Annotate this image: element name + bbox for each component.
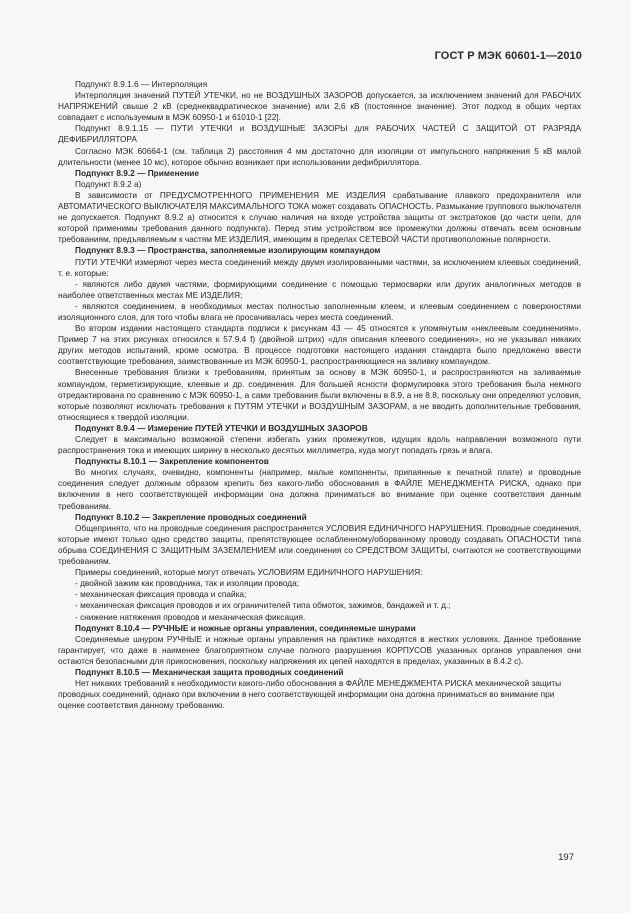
list-item: - являются соединением, в необходимых местах полностью заполненным клеем, и клеевым соединением с поверхностями изоляционного слоя, для того чтобы влага не просачивалась через места соединений. [58, 300, 581, 322]
paragraph: Подпункт 8.9.2 а) [75, 178, 142, 189]
paragraph: Соединяемые шнуром РУЧНЫЕ и ножные органы управления на практике находятся в жестких условиях. Данное требование гарантирует, что даже в наименее благоприятном случае полного разрушения КОРПУСОВ указанных органов управления они остаются безопасными для прикосновения, поскольку напряжения их цепей находятся в пределах, указанных в 8.4.2 с). [58, 633, 581, 666]
paragraph: Согласно МЭК 60664-1 (см. таблица 2) расстояния 4 мм достаточно для изоляции от импульсного напряжения 5 кВ малой длительности (менее 10 мс), которое обычно возникает при использовании дефибриллятора. [58, 145, 581, 167]
paragraph: Интерполяция значений ПУТЕЙ УТЕЧКИ, но не ВОЗДУШНЫХ ЗАЗОРОВ допускается, за исключением значений для РАБОЧИХ НАПРЯЖЕНИЙ свыше 2 кВ (среднеквадратическое значение) или 2,6 кВ (постоянное значение). Этот подход в общих чертах совпадает с используемым в МЭК 60950-1 и 61010-1 [22]. [58, 90, 581, 123]
list-item: - являются либо двумя частями, формирующими соединение с помощью термосварки или других аналогичных методов в наиболее ответственных местах МЕ ИЗДЕЛИЯ; [58, 278, 581, 300]
standard-header: ГОСТ Р МЭК 60601-1—2010 [434, 50, 582, 62]
paragraph: Общепринято, что на проводные соединения распространяется УСЛОВИЯ ЕДИНИЧНОГО НАРУШЕНИЯ. Проводные соединения, которые имеют только одно средство защиты, препятствующее ослабленному/оборванному проводу создавать ОПАСНОСТИ типа обрыва СОЕДИНЕНИЯ С ЗАЩИТНЫМ ЗАЗЕМЛЕНИЕМ или соединения со СРЕДСТВОМ ЗАЩИТЫ, считаются не соответствующими требованиям. [58, 522, 581, 567]
list-item: - снижение натяжения проводов и механическая фиксация. [75, 611, 306, 622]
section-heading: Подпункт 8.10.4 — РУЧНЫЕ и ножные органы управления, соединяемые шнурами [75, 622, 416, 633]
section-heading: Подпункт 8.10.5 — Механическая защита проводных соединений [75, 666, 344, 677]
paragraph: Во многих случаях, очевидно, компоненты (например, малые компоненты, припаянные к печатной плате) и проводные соединения следует должным образом крепить без какого-либо обоснования в ФАЙЛЕ МЕНЕДЖМЕНТА РИСКА, однако при включении в него соответствующей информации она должна приниматься во внимание при оценке соответствия данным требованиям. [58, 467, 581, 511]
list-item: - механическая фиксация проводов и их ограничителей типа обмоток, зажимов, бандажей и т. д.; [75, 600, 451, 611]
section-heading: Подпункт 8.10.2 — Закрепление проводных соединений [75, 511, 307, 522]
paragraph: Нет никаких требований к необходимости какого-либо обоснования в ФАЙЛЕ МЕНЕДЖМЕНТА РИСКА механической защиты проводных соединений, однако при включении в него соответствующей информации она должна приниматься во внимание при оценке соответствия данному требованию. [58, 678, 562, 711]
paragraph: Примеры соединений, которые могут отвечать УСЛОВИЯМ ЕДИНИЧНОГО НАРУШЕНИЯ: [75, 567, 423, 578]
paragraph: Во втором издании настоящего стандарта подписи к рисункам 43 — 45 относятся к упомянутым «неклеевым соединениям». Пример 7 на этих рисунках относился к 57.9.4 f) (двойной штрих) «для описания клеевого соединения», но не указывал никаких других методов испытаний, кроме осмотра. В процессе подготовки настоящего издания стандарта было предложено ввести соответствующие требования, заимствованные из МЭК 60950-1, распространяющиеся на заливку компаундом. [58, 323, 581, 367]
paragraph: ПУТИ УТЕЧКИ измеряют через места соединений между двумя изолированными частями, за исключением клеевых соединений, т. е. которые: [58, 256, 581, 278]
section-heading: Подпункт 8.9.3 — Пространства, заполняемые изолирующим компаундом [75, 245, 381, 256]
paragraph: Подпункт 8.9.1.6 — Интерполяция [75, 79, 208, 89]
section-heading: Подпункт 8.9.4 — Измерение ПУТЕЙ УТЕЧКИ И ВОЗДУШНЫХ ЗАЗОРОВ [75, 422, 368, 433]
document-body [58, 79, 581, 711]
paragraph: В зависимости от ПРЕДУСМОТРЕННОГО ПРИМЕНЕНИЯ МЕ ИЗДЕЛИЯ срабатывание плавкого предохранителя или АВТОМАТИЧЕСКОГО ВЫКЛЮЧАТЕЛЯ МАКСИМАЛЬНОГО ТОКА может создавать ОПАСНОСТЬ. Размыкание группового выключателя не допускается. Подпункт 8.9.2 а) относится к случаю наличия на входе устройства защиты от экстратоков (до части цепи, для которой применимы требования данного подпункта). Перед этим устройством все промежутки должны отвечать всем основным требованиям, предъявляемым к частям МЕ ИЗДЕЛИЯ, имеющим в пределах СЕТЕВОЙ ЧАСТИ противоположные полярности. [58, 189, 581, 245]
list-item: - двойной зажим как проводника, так и изоляции провода; [75, 578, 300, 589]
paragraph: Подпункт 8.9.1.15 — ПУТИ УТЕЧКИ и ВОЗДУШНЫЕ ЗАЗОРЫ для РАБОЧИХ ЧАСТЕЙ С ЗАЩИТОЙ ОТ РАЗРЯДА ДЕФИБРИЛЛЯТОРА [58, 123, 581, 145]
paragraph: Внесенные требования близки к требованиям, принятым за основу в МЭК 60950-1, и распространяются на заливаемые компаундом, герметизирующие, клеевые и др. соединения. Для большей ясности формулировка этого требования была немного отредактирована по сравнению с МЭК 60950-1, а сами требования были включены в 8.9, а не 8.8, поскольку они определяют условия, которые позволяют исключать требования к ПУТЯМ УТЕЧКИ и ВОЗДУШНЫМ ЗАЗОРАМ, а не вводить дополнительные требования, относящиеся к твердой изоляции. [58, 367, 581, 422]
list-item: - механическая фиксация провода и спайка; [75, 589, 247, 600]
paragraph: Следует в максимально возможной степени избегать узких промежутков, идущих вдоль направления возможного пути распространения тока и имеющих ширину в несколько десятых миллиметра, куда могут попадать грязь и влага. [58, 434, 581, 456]
section-heading: Подпункты 8.10.1 — Закрепление компонентов [75, 456, 269, 467]
page-number: 197 [558, 852, 574, 863]
section-heading: Подпункт 8.9.2 — Применение [75, 167, 199, 178]
